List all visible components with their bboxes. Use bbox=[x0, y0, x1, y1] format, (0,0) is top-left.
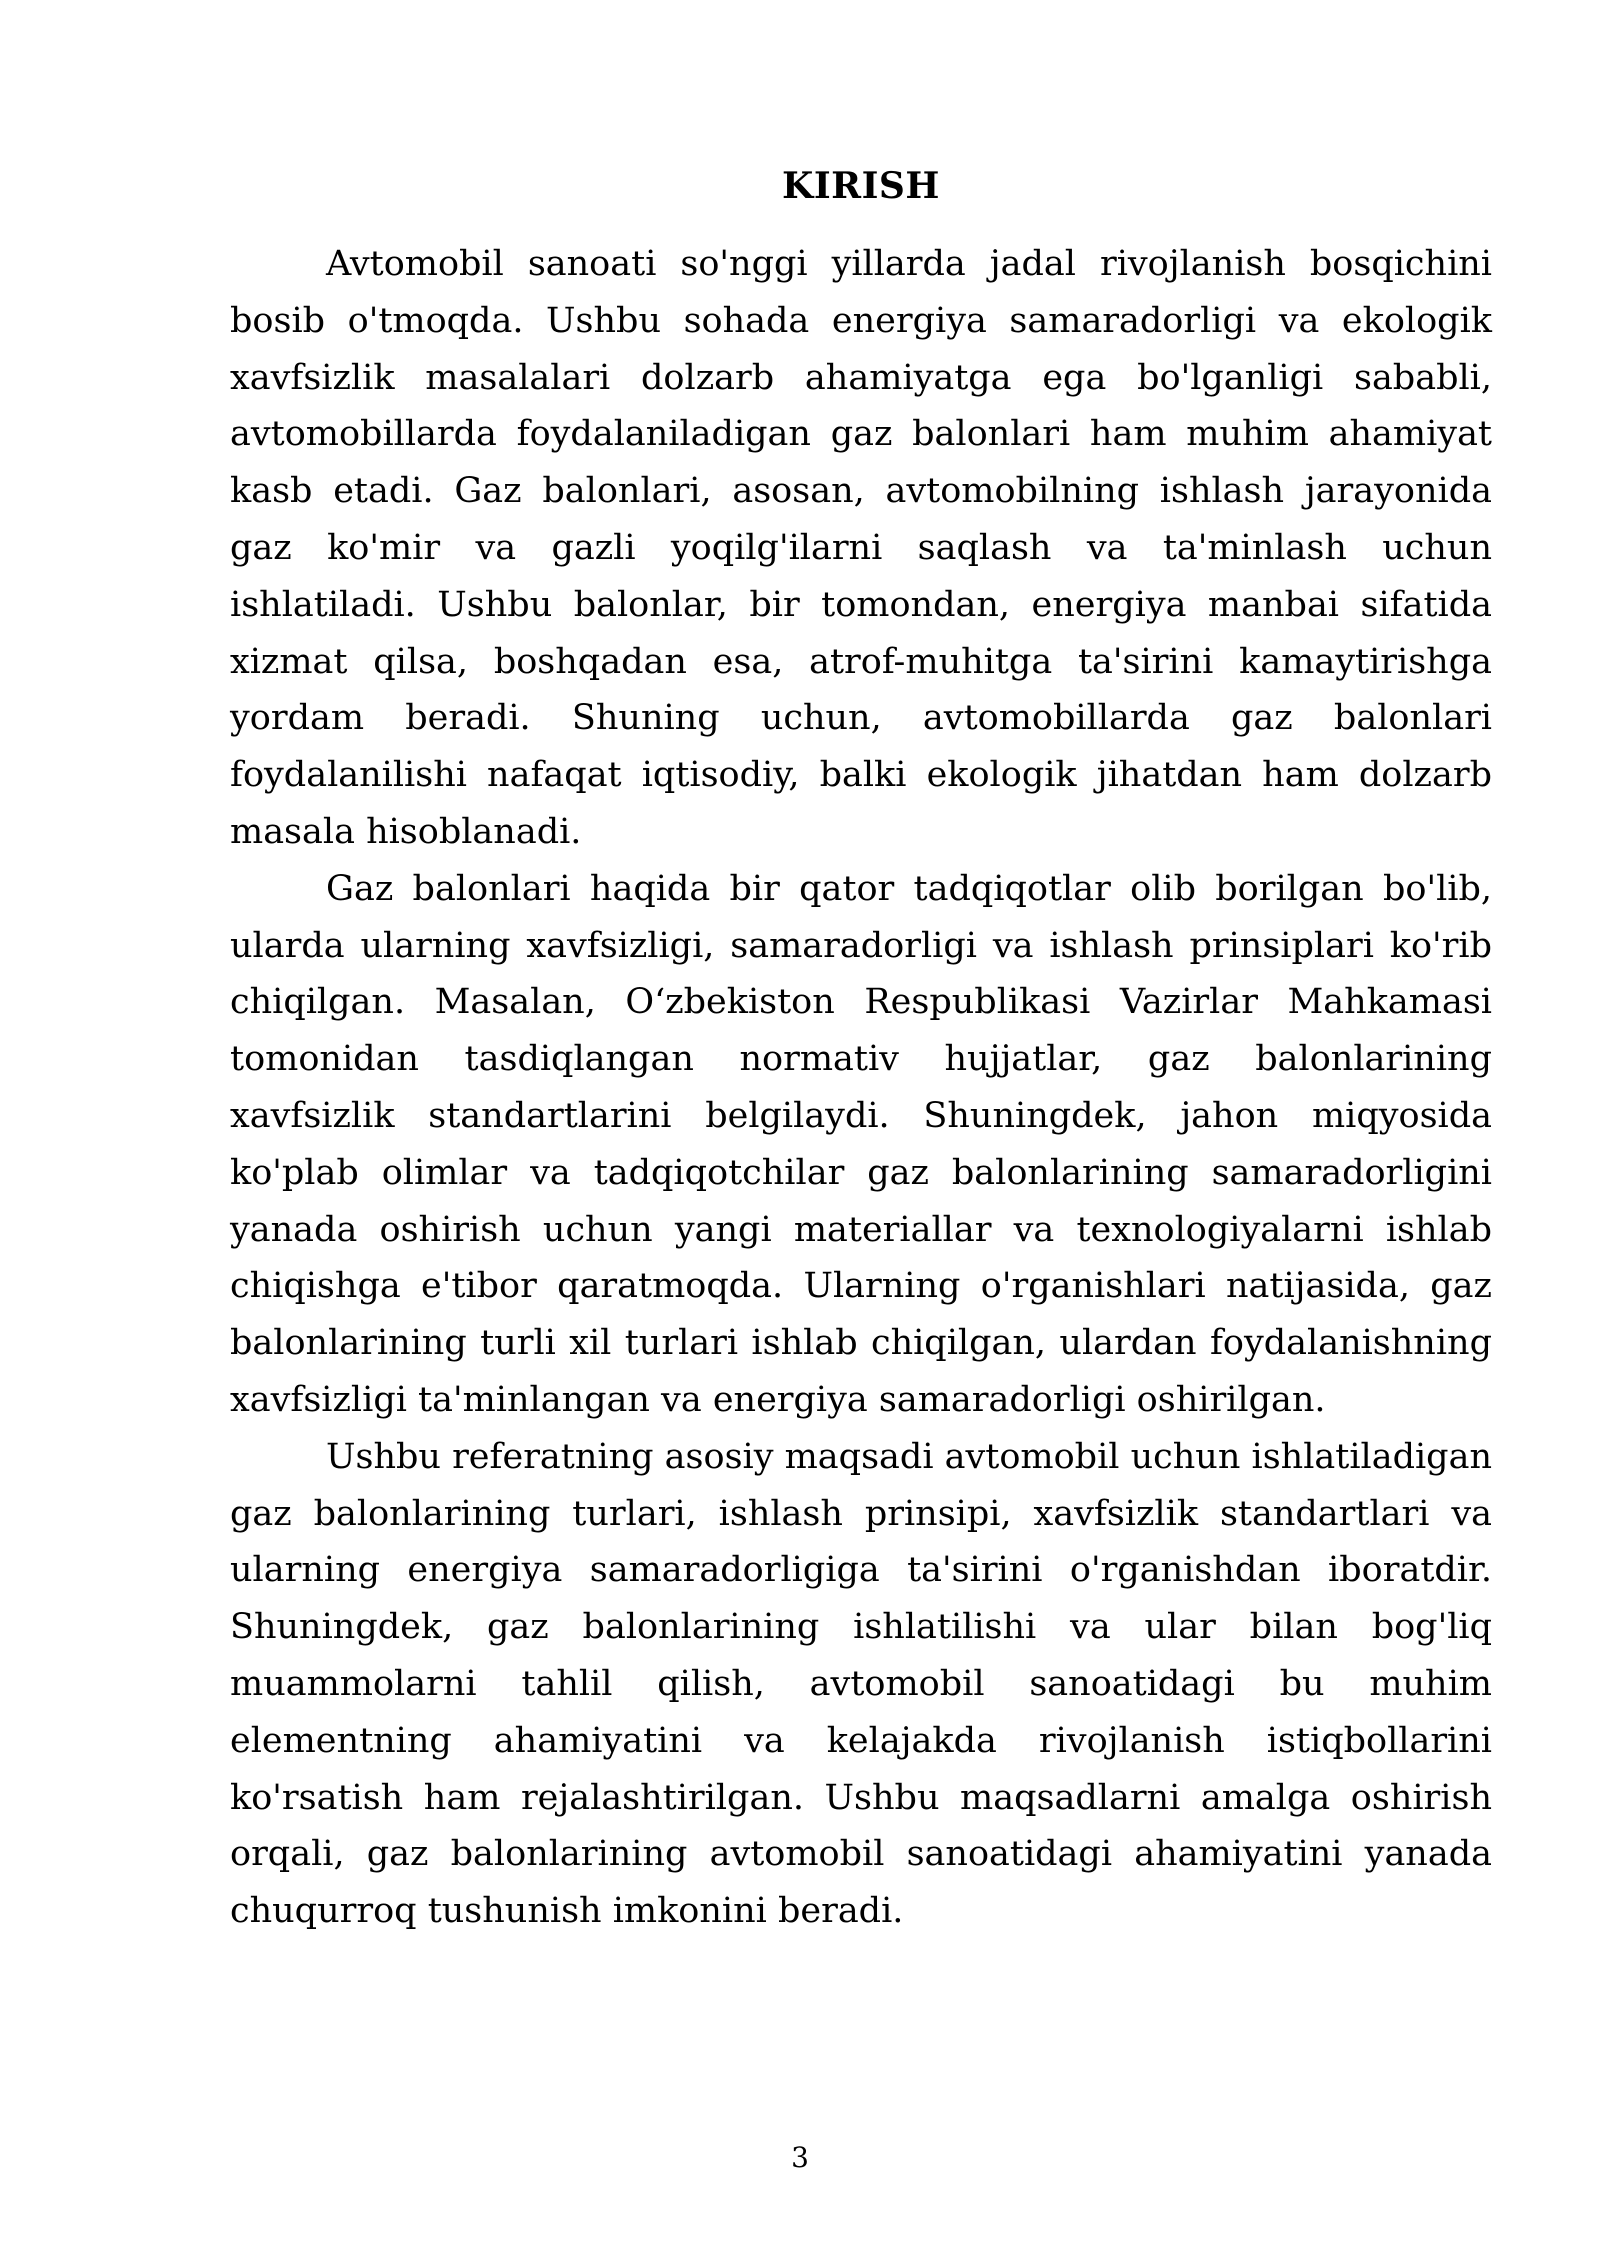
page-number: 3 bbox=[791, 2141, 809, 2174]
page-title: KIRISH bbox=[782, 165, 940, 207]
body-paragraph: Gaz balonlari haqida bir qator tadqiqotlar olib borilgan bo'lib, ularda ularning xavfsizligi, samaradorligi va ishlash prinsiplari ko'rib chiqilgan. Masalan, O‘zbekiston Respublikasi Vazirlar Mahkamasi tomonidan tasdiqlangan normativ hujjatlar, gaz balonlarining xavfsizlik standartlarini belgilaydi. Shuningdek, jahon miqyosida ko'plab olimlar va tadqiqotchilar gaz balonlarining samaradorligini yanada oshirish uchun yangi materiallar va texnologiyalarni ishlab chiqishga e'tibor qaratmoqda. Ularning o'rganishlari natijasida, gaz balonlarining turli xil turlari ishlab chiqilgan, ulardan foydalanishning xavfsizligi ta'minlangan va energiya samaradorligi oshirilgan. bbox=[230, 868, 1492, 1420]
body-paragraph: Ushbu referatning asosiy maqsadi avtomobil uchun ishlatiladigan gaz balonlarining turlari, ishlash prinsipi, xavfsizlik standartlari va ularning energiya samaradorligiga ta'sirini o'rganishdan iboratdir. Shuningdek, gaz balonlarining ishlatilishi va ular bilan bog'liq muammolarni tahlil qilish, avtomobil sanoatidagi bu muhim elementning ahamiyatini va kelajakda rivojlanish istiqbollarini ko'rsatish ham rejalashtirilgan. Ushbu maqsadlarni amalga oshirish orqali, gaz balonlarining avtomobil sanoatidagi ahamiyatini yanada chuqurroq tushunish imkonini beradi. bbox=[230, 1436, 1492, 1932]
page-content bbox=[230, 150, 1492, 1940]
body-paragraph: Avtomobil sanoati so'nggi yillarda jadal rivojlanish bosqichini bosib o'tmoqda. Ushbu sohada energiya samaradorligi va ekologik xavfsizlik masalalari dolzarb ahamiyatga ega bo'lganligi sababli, avtomobillarda foydalaniladigan gaz balonlari ham muhim ahamiyat kasb etadi. Gaz balonlari, asosan, avtomobilning ishlash jarayonida gaz ko'mir va gazli yoqilg'ilarni saqlash va ta'minlash uchun ishlatiladi. Ushbu balonlar, bir tomondan, energiya manbai sifatida xizmat qilsa, boshqadan esa, atrof-muhitga ta'sirini kamaytirishga yordam beradi. Shuning uchun, avtomobillarda gaz balonlari foydalanilishi nafaqat iqtisodiy, balki ekologik jihatdan ham dolzarb masala hisoblanadi. bbox=[230, 244, 1492, 852]
